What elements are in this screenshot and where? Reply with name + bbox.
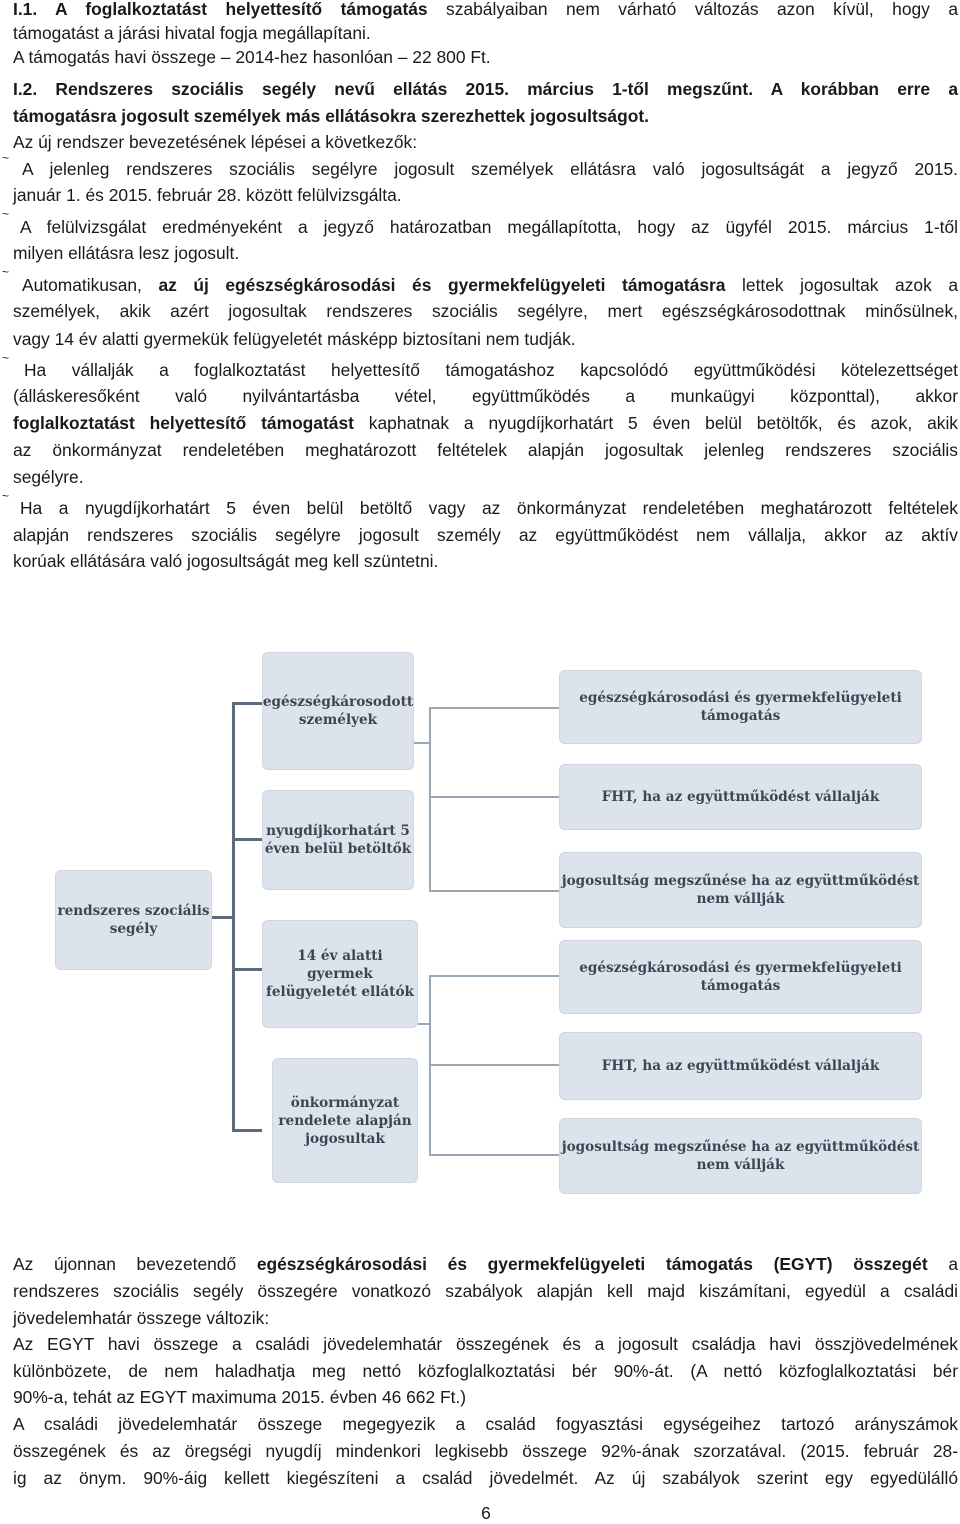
connector-line xyxy=(429,1064,559,1066)
bullet-3-pre: Automatikusan, xyxy=(22,275,142,295)
egyt-bold: egészségkárosodási és gyermekfelügyeleti támogatás (EGYT) összegét xyxy=(256,1254,928,1274)
tilde-bullet-icon: ~ xyxy=(2,151,10,165)
bullet-4-line: az önkormányzat rendeletében meghatározott feltételek alapján jogosultak jelenleg rendszeres szociális xyxy=(13,440,958,460)
diagram-group-node: 14 év alatti gyermek felügyeletét ellátók xyxy=(262,920,418,1028)
egyt-paragraph-line: 90%-a, tehát az EGYT maximuma 2015. évben 46 662 Ft.) xyxy=(13,1387,467,1407)
egyt-text: Az újonnan bevezetendő xyxy=(13,1254,237,1274)
bullet-3-post: lettek jogosultak azok a xyxy=(742,275,958,295)
diagram-outcome-node: egészségkárosodási és gyermekfelügyeleti támogatás xyxy=(559,940,922,1014)
bullet-3-line: vagy 14 év alatti gyermekük felügyeletét másképp biztosítani nem tudják. xyxy=(13,329,576,349)
diagram-outcome-node: FHT, ha az együttműködést vállalják xyxy=(559,764,922,830)
diagram-outcome-node: jogosultság megszűnése ha az együttműködést nem vállják xyxy=(559,1118,922,1194)
egyt-text: a xyxy=(948,1254,958,1274)
tilde-bullet-icon: ~ xyxy=(2,265,10,279)
connector-line xyxy=(429,707,559,709)
connector-line xyxy=(429,975,559,977)
egyt-paragraph-line: összegének és az öregségi nyugdíj mindenkori legkisebb összege 92%-ának szorzatával. (2015. február 28- xyxy=(13,1441,958,1461)
section-1-1-heading-rest: szabályaiban nem várható változás azon kívül, hogy a xyxy=(446,0,958,19)
bullet-4-rest: kaphatnak a nyugdíjkorhatárt 5 éven belül betöltők, és azok, akik xyxy=(368,413,959,433)
egyt-paragraph-line: rendszeres szociális segély összegére vonatkozó szabályok alapján kell majd kiszámítani, egyedül a családi xyxy=(13,1281,958,1301)
tilde-bullet-icon: ~ xyxy=(2,207,10,221)
connector-line xyxy=(232,702,262,705)
bullet-5-line: alapján rendszeres szociális segélyre jogosult személy az együttműködést nem vállalja, akkor az aktív xyxy=(13,525,958,545)
section-1-1-heading-line xyxy=(13,0,958,20)
section-1-2-intro: Az új rendszer bevezetésének lépései a következők: xyxy=(13,132,418,152)
page-number: 6 xyxy=(481,1503,491,1523)
bullet-2-line: A felülvizsgálat eredményeként a jegyző határozatban megállapította, hogy az ügyfél 2015. március 1-től xyxy=(20,217,958,237)
bullet-4-line: Ha vállalják a foglalkoztatást helyettesítő támogatáshoz kapcsolódó együttműködési kötelezettséget xyxy=(24,360,958,380)
egyt-paragraph-line: jövedelemhatár összege változik: xyxy=(13,1308,270,1328)
bullet-5-line: Ha a nyugdíjkorhatárt 5 éven belül betöltő vagy az önkormányzat rendeletében meghatározott feltételek xyxy=(20,498,958,518)
connector-line xyxy=(429,890,559,892)
connector-line xyxy=(429,1154,559,1156)
connector-line xyxy=(429,707,431,892)
egyt-paragraph-line xyxy=(13,1253,958,1275)
egyt-paragraph-line: Az EGYT havi összege a családi jövedelemhatár összegének és a jogosult családja havi összjövedelmének xyxy=(13,1334,958,1354)
bullet-2-line: milyen ellátásra lesz jogosult. xyxy=(13,243,240,263)
section-1-1-line: A támogatás havi összege – 2014-hez hasonlóan – 22 800 Ft. xyxy=(13,47,491,67)
tilde-bullet-icon: ~ xyxy=(2,351,10,365)
bullet-5-line: korúak ellátására való jogosultságát meg kell szüntetni. xyxy=(13,551,439,571)
bullet-3-line xyxy=(22,274,958,296)
bullet-3-line: személyek, akik azért jogosultak rendszeres szociális segélyre, mert egészségkárosodottnak minősülnek, xyxy=(13,301,958,321)
connector-line xyxy=(414,742,430,744)
connector-line xyxy=(232,838,262,841)
bullet-4-bold: foglalkoztatást helyettesítő támogatást xyxy=(13,413,354,433)
section-1-2-heading-cont: támogatásra jogosult személyek más ellátásokra szerezhettek jogosultságot. xyxy=(13,106,649,126)
egyt-paragraph-line: különbözete, de nem haladhatja meg nettó közfoglalkoztatási bér 90%-át. (A nettó közfoglalkoztatási bér xyxy=(13,1361,958,1381)
diagram-root-node: rendszeres szociális segély xyxy=(55,870,212,970)
bullet-4-line: (álláskeresőként való nyilvántartásba vétel, együttműködés a munkaügyi központtal), akkor xyxy=(13,386,958,406)
connector-line xyxy=(232,702,235,1132)
diagram-outcome-node: jogosultság megszűnése ha az együttműködést nem vállják xyxy=(559,852,922,928)
diagram-outcome-node: FHT, ha az együttműködést vállalják xyxy=(559,1032,922,1100)
connector-line xyxy=(429,796,559,798)
diagram-group-node: nyugdíjkorhatárt 5 éven belül betöltők xyxy=(262,790,414,890)
egyt-paragraph-line: ig az önym. 90%-áig kellett kiegészíteni a család jövedelmét. Az új szabályok szerint egy egyedülálló xyxy=(13,1468,958,1488)
diagram-outcome-node: egészségkárosodási és gyermekfelügyeleti támogatás xyxy=(559,670,922,744)
bullet-1-line: A jelenleg rendszeres szociális segélyre jogosult személyek ellátásra való jogosultságát a jegyző 2015. xyxy=(22,159,958,179)
diagram-group-node: egészségkárosodott személyek xyxy=(262,652,414,770)
section-1-1-line: támogatást a járási hivatal fogja megállapítani. xyxy=(13,23,371,43)
bullet-4-line: segélyre. xyxy=(13,467,84,487)
bullet-1-line: január 1. és 2015. február 28. között felülvizsgálta. xyxy=(13,185,402,205)
connector-line xyxy=(209,916,234,919)
diagram-group-node: önkormányzat rendelete alapján jogosultak xyxy=(272,1058,418,1183)
section-1-1-heading: I.1. A foglalkoztatást helyettesítő támogatás xyxy=(13,0,428,19)
tilde-bullet-icon: ~ xyxy=(2,489,10,503)
egyt-paragraph-line: A családi jövedelemhatár összege megegyezik a család fogyasztási egységeihez tartozó arányszámok xyxy=(13,1414,958,1434)
bullet-4-line xyxy=(13,412,958,434)
connector-line xyxy=(232,1129,262,1132)
section-1-2-heading: I.2. Rendszeres szociális segély nevű ellátás 2015. március 1-től megszűnt. A korábban erre a xyxy=(13,79,958,99)
connector-line xyxy=(232,968,262,971)
bullet-3-bold: az új egészségkárosodási és gyermekfelügyeleti támogatásra xyxy=(158,275,726,295)
